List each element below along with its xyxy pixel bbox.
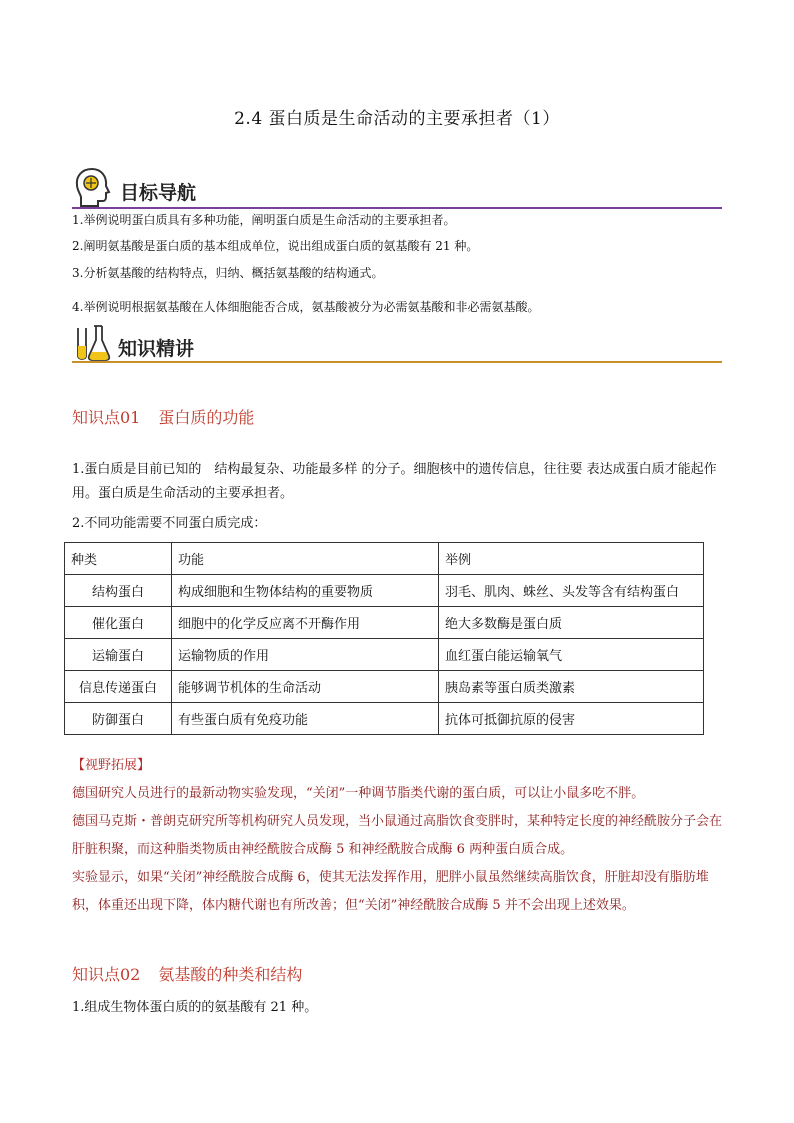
- extension-line-2: 德国马克斯・普朗克研究所等机构研究人员发现，当小鼠通过高脂饮食变胖时，某种特定长度的神经酰胺分子会在肝脏积聚，而这种脂类物质由神经酰胺合成酶 5 和神经酰胺合成酶 6 两种蛋白质合成。: [72, 814, 723, 857]
- page-title: 2.4 蛋白质是生命活动的主要承担者（1）: [234, 109, 560, 129]
- table-cell: 抗体可抵御抗原的侵害: [439, 703, 704, 735]
- table-cell: 运输蛋白: [65, 639, 172, 671]
- extension-line-1: 德国研究人员进行的最新动物实验发现，“关闭”一种调节脂类代谢的蛋白质，可以让小鼠多吃不胖。: [72, 786, 645, 801]
- table-cell: 血红蛋白能运输氧气: [439, 639, 704, 671]
- table-cell: 细胞中的化学反应离不开酶作用: [172, 607, 439, 639]
- table-cell: 信息传递蛋白: [65, 671, 172, 703]
- table-cell: 绝大多数酶是蛋白质: [439, 607, 704, 639]
- nav-banner: [72, 166, 722, 209]
- table-cell: 胰岛素等蛋白质类激素: [439, 671, 704, 703]
- table-row: [65, 607, 704, 639]
- table-cell: 羽毛、肌肉、蛛丝、头发等含有结构蛋白: [439, 575, 704, 607]
- kp1-number: 知识点01: [72, 408, 141, 427]
- kp2-heading: [72, 962, 302, 985]
- function-table: [64, 542, 704, 735]
- lab-flask-icon: [72, 322, 112, 362]
- goal-4: 4.举例说明根据氨基酸在人体细胞能否合成，氨基酸被分为必需氨基酸和非必需氨基酸。: [72, 300, 540, 314]
- table-row: [65, 671, 704, 703]
- table-cell: 有些蛋白质有免疫功能: [172, 703, 439, 735]
- extension-block: [72, 752, 727, 920]
- goal-2: 2.阐明氨基酸是蛋白质的基本组成单位，说出组成蛋白质的氨基酸有 21 种。: [72, 239, 479, 253]
- table-header: 种类: [65, 543, 172, 575]
- kp1-title: 蛋白质的功能: [158, 408, 255, 427]
- table-header: 功能: [172, 543, 439, 575]
- nav-label: 目标导航: [120, 182, 197, 204]
- table-row: [65, 703, 704, 735]
- kp1-paragraph-2: 2.不同功能需要不同蛋白质完成：: [72, 516, 267, 531]
- goal-1: 1.举例说明蛋白质具有多种功能，阐明蛋白质是生命活动的主要承担者。: [72, 213, 456, 227]
- knowledge-label: 知识精讲: [118, 338, 195, 360]
- table-cell: 催化蛋白: [65, 607, 172, 639]
- kp1-paragraph-1: 1.蛋白质是目前已知的 结构最复杂、功能最多样 的分子。细胞核中的遗传信息，往往要 表达成蛋白质才能起作用。蛋白质是生命活动的主要承担者。: [72, 462, 717, 501]
- table-header: 举例: [439, 543, 704, 575]
- kp2-title: 氨基酸的种类和结构: [158, 965, 303, 984]
- kp2-paragraph-1: 1.组成生物体蛋白质的的氨基酸有 21 种。: [72, 1000, 318, 1015]
- extension-line-3: 实验显示，如果“关闭”神经酰胺合成酶 6，使其无法发挥作用，肥胖小鼠虽然继续高脂饮食，肝脏却没有脂肪堆积，体重还出现下降，体内糖代谢也有所改善；但“关闭”神经酰胺合成酶 5 并不会出现上述效果。: [72, 870, 709, 913]
- table-cell: 结构蛋白: [65, 575, 172, 607]
- kp1-heading: [72, 405, 254, 428]
- extension-tag: 【视野拓展】: [72, 758, 151, 773]
- knowledge-rule: [72, 361, 722, 363]
- goal-3: 3.分析氨基酸的结构特点，归纳、概括氨基酸的结构通式。: [72, 266, 384, 280]
- table-row: [65, 639, 704, 671]
- table-row: [65, 575, 704, 607]
- kp2-number: 知识点02: [72, 965, 141, 984]
- nav-rule: [72, 207, 722, 209]
- brain-head-icon: [72, 166, 112, 208]
- table-cell: 能够调节机体的生命活动: [172, 671, 439, 703]
- knowledge-banner: [72, 322, 722, 363]
- table-cell: 防御蛋白: [65, 703, 172, 735]
- table-cell: 运输物质的作用: [172, 639, 439, 671]
- table-cell: 构成细胞和生物体结构的重要物质: [172, 575, 439, 607]
- table-header-row: [65, 543, 704, 575]
